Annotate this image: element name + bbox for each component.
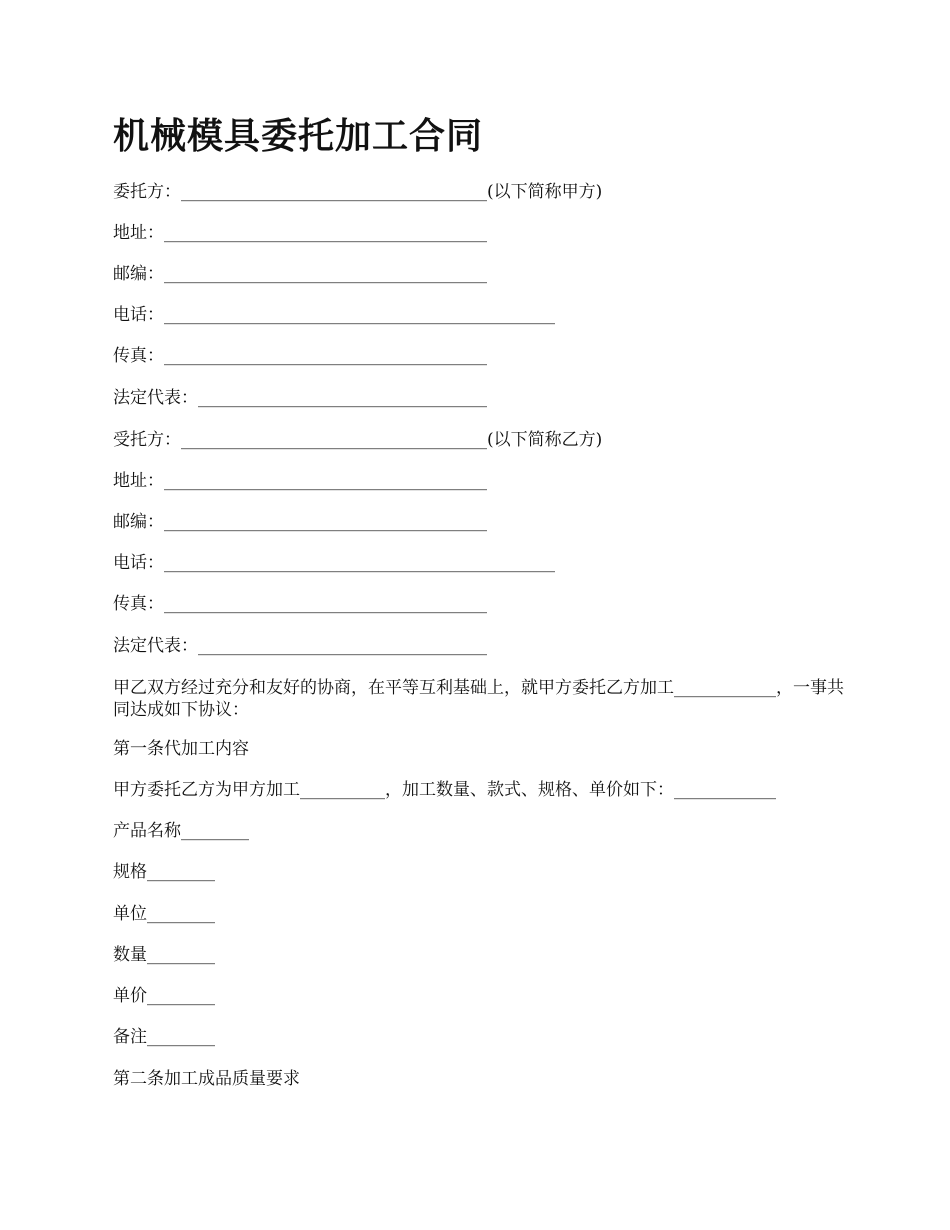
party-a-entruster: 委托方：____________________________________(以下简称甲方) [113, 182, 603, 202]
party-b-address: 地址：______________________________________ [113, 471, 487, 491]
article1-heading: 第一条代加工内容 [113, 739, 249, 759]
article1-text: 甲方委托乙方为甲方加工__________，加工数量、款式、规格、单价如下：____________ [113, 780, 776, 800]
party-a-fax: 传真：______________________________________ [113, 346, 487, 366]
spec-field: 规格________ [113, 862, 215, 882]
product-name-field: 产品名称________ [113, 821, 249, 841]
party-b-entrustee: 受托方：____________________________________(以下简称乙方) [113, 430, 603, 450]
party-b-fax: 传真：______________________________________ [113, 594, 487, 614]
intro-paragraph: 甲乙双方经过充分和友好的协商，在平等互利基础上，就甲方委托乙方加工____________，一事共同达成如下协议： [113, 678, 844, 720]
party-a-legal-rep: 法定代表：__________________________________ [113, 388, 487, 408]
party-a-address: 地址：______________________________________ [113, 223, 487, 243]
article2-heading: 第二条加工成品质量要求 [113, 1069, 300, 1089]
quantity-field: 数量________ [113, 945, 215, 965]
document-title: 机械模具委托加工合同 [113, 115, 484, 157]
party-a-postcode: 邮编：______________________________________ [113, 264, 487, 284]
unit-price-field: 单价________ [113, 986, 215, 1006]
remarks-field: 备注________ [113, 1027, 215, 1047]
party-b-postcode: 邮编：______________________________________ [113, 512, 487, 532]
party-b-legal-rep: 法定代表：__________________________________ [113, 636, 487, 656]
party-b-phone: 电话：______________________________________________ [113, 553, 555, 573]
party-a-phone: 电话：______________________________________________ [113, 305, 555, 325]
unit-field: 单位________ [113, 904, 215, 924]
